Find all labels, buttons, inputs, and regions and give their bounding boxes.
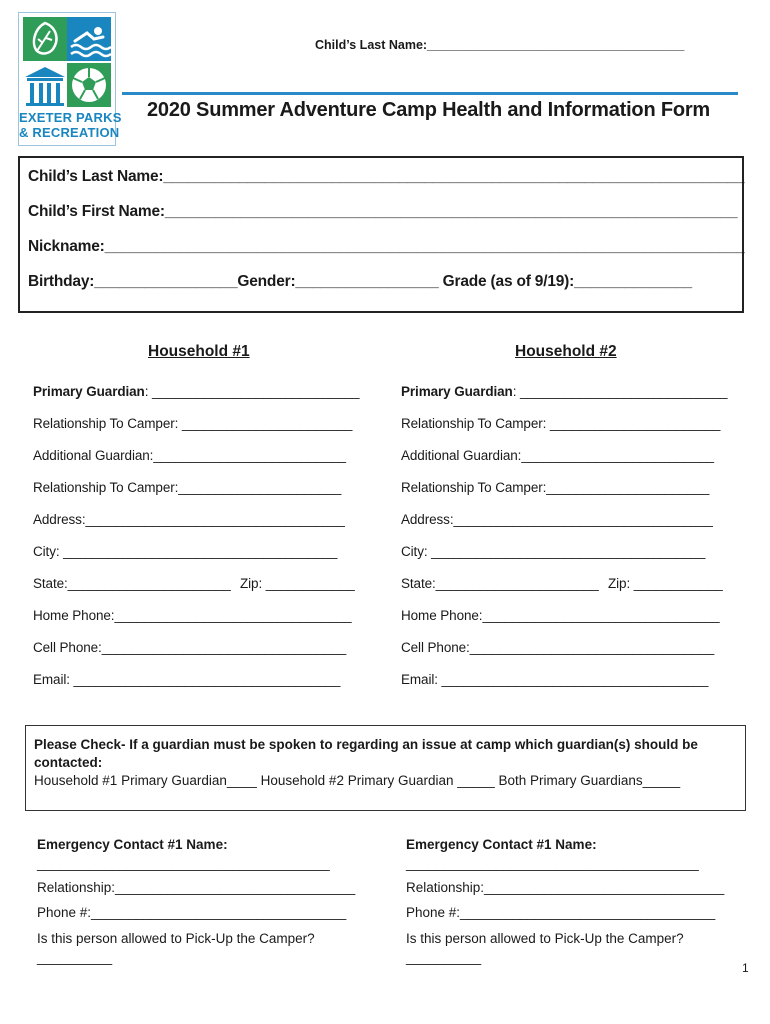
household-1-zip-field[interactable]: Zip: ____________ — [240, 576, 355, 591]
household-1-address-field[interactable]: Address:___________________________________ — [33, 512, 345, 527]
household-1-relationship-2-field[interactable]: Relationship To Camper:______________________ — [33, 480, 342, 495]
emergency-contact-right-pickup-field[interactable]: __________ — [406, 950, 482, 965]
child-last-name-field[interactable]: Child’s Last Name:_____________________________________________________________________ — [28, 168, 745, 185]
child-info-box — [18, 156, 744, 313]
emergency-contact-left-heading: Emergency Contact #1 Name: — [37, 837, 228, 852]
guardian-contact-box — [25, 725, 746, 811]
emergency-contact-left-relationship-field[interactable]: Relationship:________________________________ — [37, 880, 356, 895]
emergency-contact-right-phone-field[interactable]: Phone #:__________________________________ — [406, 905, 716, 920]
primary-guardian-label: Primary Guardian — [33, 384, 145, 399]
household-1-relationship-field[interactable]: Relationship To Camper: _______________________ — [33, 416, 353, 431]
emergency-contact-left-name-field[interactable]: _______________________________________ — [37, 856, 330, 871]
primary-guardian-blank[interactable]: : ____________________________ — [144, 384, 360, 399]
household-1-email-field[interactable]: Email: ____________________________________ — [33, 672, 341, 687]
primary-guardian-blank[interactable]: : ____________________________ — [512, 384, 728, 399]
household-2-email-field[interactable]: Email: ____________________________________ — [401, 672, 709, 687]
emergency-contact-right-name-field[interactable]: _______________________________________ — [406, 856, 699, 871]
household-1-additional-guardian-field[interactable]: Additional Guardian:__________________________ — [33, 448, 346, 463]
emergency-contact-left-pickup-question: Is this person allowed to Pick-Up the Camper? — [37, 931, 315, 946]
household-2-city-field[interactable]: City: _____________________________________ — [401, 544, 706, 559]
title-rule — [122, 92, 738, 95]
guardian-contact-options[interactable]: Household #1 Primary Guardian____ Household #2 Primary Guardian _____ Both Primary Guardians_____ — [34, 773, 681, 788]
logo-text-line1: EXETER PARKS — [19, 110, 122, 125]
pavilion-icon — [23, 63, 67, 107]
nickname-field[interactable]: Nickname:____________________________________________________________________________ — [28, 238, 745, 255]
household-1-heading: Household #1 — [148, 343, 250, 360]
exeter-parks-logo — [18, 12, 122, 146]
birthday-gender-grade-field[interactable]: Birthday:_________________Gender:_________________ Grade (as of 9/19):______________ — [28, 273, 692, 290]
page-number: 1 — [742, 961, 749, 975]
emergency-contact-left-phone-field[interactable]: Phone #:__________________________________ — [37, 905, 347, 920]
leaf-icon — [23, 17, 67, 61]
household-2-address-field[interactable]: Address:___________________________________ — [401, 512, 713, 527]
household-2-heading: Household #2 — [515, 343, 617, 360]
household-2-additional-guardian-field[interactable]: Additional Guardian:__________________________ — [401, 448, 714, 463]
household-2-zip-field[interactable]: Zip: ____________ — [608, 576, 723, 591]
emergency-contact-left-pickup-field[interactable]: __________ — [37, 950, 113, 965]
swimmer-icon — [67, 17, 111, 61]
emergency-contact-right-pickup-question: Is this person allowed to Pick-Up the Camper? — [406, 931, 684, 946]
child-first-name-field[interactable]: Child’s First Name:____________________________________________________________________ — [28, 203, 738, 220]
household-1-cell-phone-field[interactable]: Cell Phone:_________________________________ — [33, 640, 347, 655]
primary-guardian-label: Primary Guardian — [401, 384, 513, 399]
household-2-cell-phone-field[interactable]: Cell Phone:_________________________________ — [401, 640, 715, 655]
household-2-relationship-2-field[interactable]: Relationship To Camper:______________________ — [401, 480, 710, 495]
household-2-primary-guardian-field[interactable] — [401, 384, 727, 399]
guardian-contact-prompt: Please Check- If a guardian must be spoken to regarding an issue at camp which guardian(s) should be contacted: — [34, 737, 698, 770]
household-1-city-field[interactable]: City: _____________________________________ — [33, 544, 338, 559]
household-1-home-phone-field[interactable]: Home Phone:________________________________ — [33, 608, 352, 623]
household-2-home-phone-field[interactable]: Home Phone:________________________________ — [401, 608, 720, 623]
soccer-ball-icon — [67, 63, 111, 107]
emergency-contact-right-relationship-field[interactable]: Relationship:________________________________ — [406, 880, 725, 895]
logo-text-line2: & RECREATION — [19, 125, 120, 140]
emergency-contact-right-heading: Emergency Contact #1 Name: — [406, 837, 597, 852]
header-last-name-field[interactable]: Child’s Last Name:_____________________________________ — [315, 38, 685, 52]
form-title: 2020 Summer Adventure Camp Health and Information Form — [147, 99, 711, 121]
household-2-relationship-field[interactable]: Relationship To Camper: _______________________ — [401, 416, 721, 431]
household-2-state-field[interactable]: State:______________________ — [401, 576, 599, 591]
household-1-state-field[interactable]: State:______________________ — [33, 576, 231, 591]
household-1-primary-guardian-field[interactable] — [33, 384, 359, 399]
